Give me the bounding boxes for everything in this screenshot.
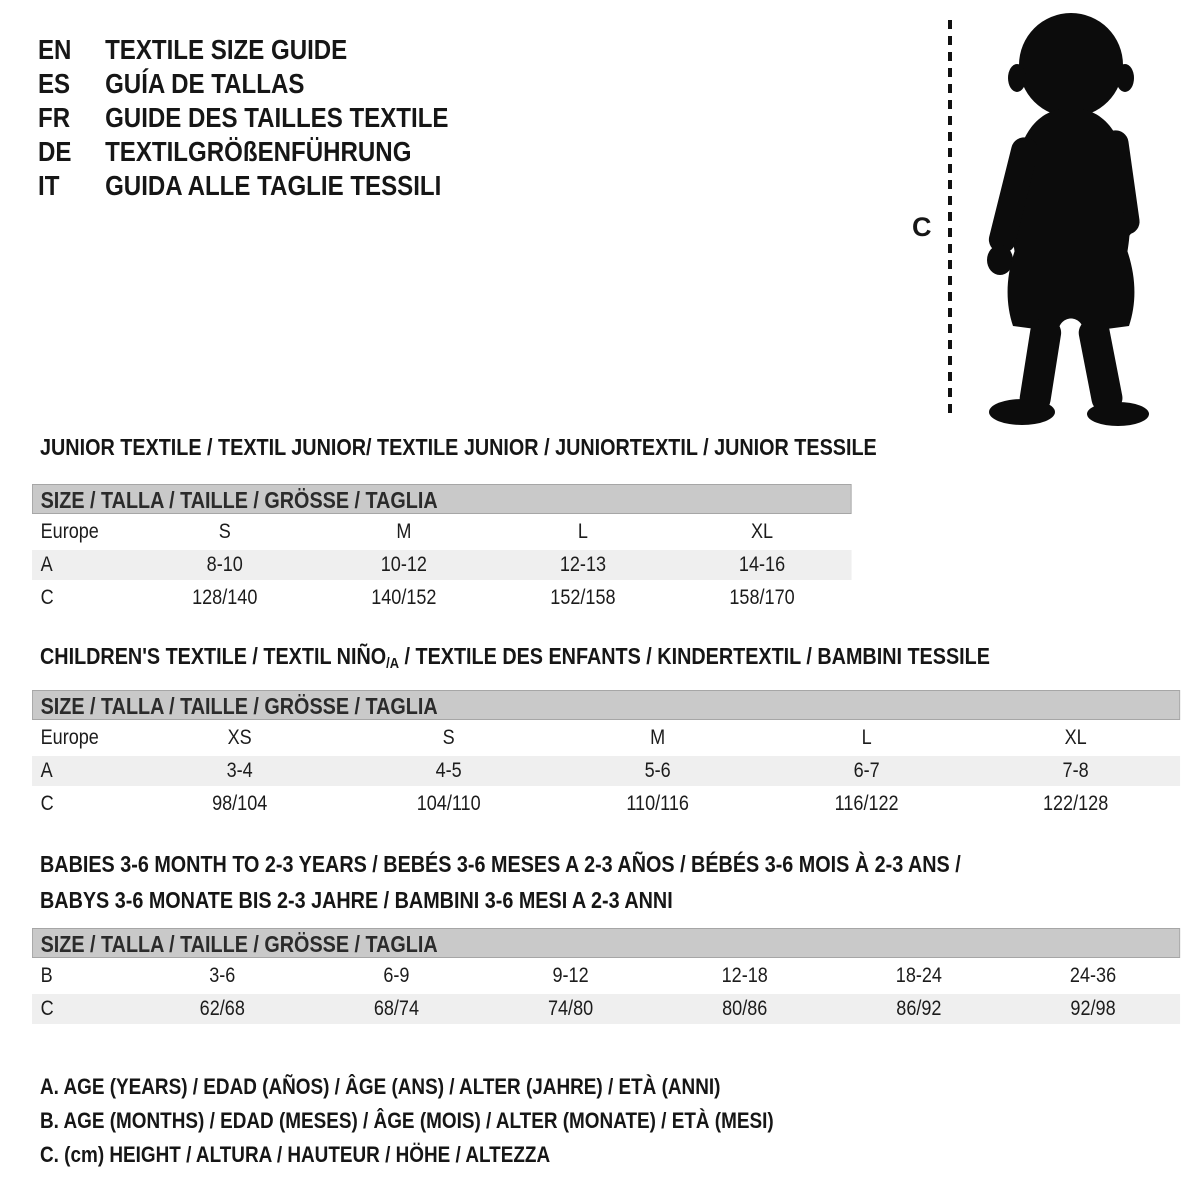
language-row: [38, 33, 448, 67]
height-cell: 152/158: [550, 586, 616, 609]
height-cell: 116/122: [834, 792, 899, 815]
row-label: B: [40, 964, 53, 987]
row-label: C: [40, 792, 54, 815]
table-row: [32, 789, 1180, 819]
language-row: [38, 135, 448, 169]
age-cell: 18-24: [895, 964, 942, 987]
language-code: EN: [38, 34, 72, 65]
guide-title: GUÍA DE TALLAS: [105, 68, 305, 99]
size-cell: XS: [227, 726, 252, 749]
table-row: [32, 994, 1180, 1024]
table-row: [32, 961, 1180, 991]
language-code: IT: [38, 170, 60, 201]
children-section-title: [40, 643, 990, 672]
height-cell: 74/80: [547, 997, 594, 1020]
height-cell: 68/74: [373, 997, 420, 1020]
children-title-subscript: /A: [386, 655, 400, 672]
babies-section-title: [40, 846, 961, 918]
row-label: Europe: [40, 520, 99, 543]
age-cell: 6-7: [853, 759, 880, 782]
size-cell: XL: [750, 520, 774, 543]
junior-size-table: [32, 484, 852, 613]
legend-line-a: A. AGE (YEARS) / EDAD (AÑOS) / ÂGE (ANS) / ALTER (JAHRE) / ETÀ (ANNI): [40, 1074, 721, 1099]
age-cell: 5-6: [644, 759, 671, 782]
height-cell: 86/92: [896, 997, 942, 1020]
age-cell: 12-13: [559, 553, 607, 576]
age-cell: 7-8: [1062, 759, 1089, 782]
size-cell: L: [861, 726, 872, 749]
children-size-table: [32, 690, 1180, 819]
row-label: C: [40, 586, 54, 609]
size-header-bar: SIZE / TALLA / TAILLE / GRÖSSE / TAGLIA: [32, 690, 1180, 720]
babies-title-line2: BABYS 3-6 MONATE BIS 2-3 JAHRE / BAMBINI 3-6 MESI A 2-3 ANNI: [40, 887, 673, 913]
height-cell: 92/98: [1070, 997, 1116, 1020]
guide-title: GUIDA ALLE TAGLIE TESSILI: [105, 170, 442, 201]
row-label: C: [40, 997, 54, 1020]
age-cell: 6-9: [383, 964, 410, 987]
height-measure-label: C: [912, 212, 932, 242]
size-header-bar: SIZE / TALLA / TAILLE / GRÖSSE / TAGLIA: [32, 484, 852, 514]
height-cell: 62/68: [199, 997, 245, 1020]
height-cell: 122/128: [1042, 792, 1109, 815]
junior-section-title: JUNIOR TEXTILE / TEXTIL JUNIOR/ TEXTILE JUNIOR / JUNIORTEXTIL / JUNIOR TESSILE: [40, 434, 877, 460]
children-title-prefix: CHILDREN'S TEXTILE / TEXTIL NIÑO: [40, 643, 387, 669]
row-label: A: [40, 553, 53, 576]
height-cell: 104/110: [416, 792, 481, 815]
age-cell: 10-12: [380, 553, 427, 576]
row-label: Europe: [40, 726, 99, 749]
age-cell: 4-5: [435, 759, 462, 782]
guide-title: TEXTILE SIZE GUIDE: [105, 34, 348, 65]
table-row: [32, 756, 1180, 786]
height-cell: 80/86: [722, 997, 768, 1020]
table-row: [32, 550, 852, 580]
language-code: FR: [38, 102, 71, 133]
language-code: DE: [38, 136, 72, 167]
age-cell: 24-36: [1069, 964, 1117, 987]
height-cell: 128/140: [192, 586, 258, 609]
age-cell: 12-18: [721, 964, 768, 987]
height-cell: 140/152: [371, 586, 437, 609]
table-row: [32, 583, 852, 613]
guide-title: TEXTILGRÖßENFÜHRUNG: [105, 136, 412, 167]
age-cell: 14-16: [738, 553, 786, 576]
toddler-silhouette: [986, 13, 1149, 426]
babies-title-line1: BABIES 3-6 MONTH TO 2-3 YEARS / BEBÉS 3-6 MESES A 2-3 AÑOS / BÉBÉS 3-6 MOIS À 2-3 ANS /: [40, 851, 961, 877]
children-title-suffix: / TEXTILE DES ENFANTS / KINDERTEXTIL / BAMBINI TESSILE: [399, 643, 990, 669]
table-row: [32, 517, 852, 547]
age-cell: 3-6: [209, 964, 236, 987]
legend-line-b: B. AGE (MONTHS) / EDAD (MESES) / ÂGE (MOIS) / ALTER (MONATE) / ETÀ (MESI): [40, 1108, 774, 1133]
language-row: [38, 169, 448, 203]
age-cell: 3-4: [226, 759, 253, 782]
row-label: A: [40, 759, 53, 782]
babies-size-table: [32, 928, 1180, 1024]
legend-line-c: C. (cm) HEIGHT / ALTURA / HAUTEUR / HÖHE / ALTEZZA: [40, 1142, 551, 1167]
size-cell: S: [218, 520, 231, 543]
language-row: [38, 101, 448, 135]
language-title-list: [38, 33, 448, 203]
size-cell: XL: [1064, 726, 1087, 749]
table-row: [32, 723, 1180, 753]
size-header-bar: SIZE / TALLA / TAILLE / GRÖSSE / TAGLIA: [32, 928, 1180, 958]
age-cell: 8-10: [206, 553, 243, 576]
language-row: [38, 67, 448, 101]
size-cell: L: [577, 520, 588, 543]
size-cell: M: [396, 520, 412, 543]
age-cell: 9-12: [552, 964, 589, 987]
language-code: ES: [38, 68, 71, 99]
size-cell: M: [650, 726, 666, 749]
measurement-legend: [40, 1070, 774, 1172]
size-cell: S: [442, 726, 455, 749]
height-cell: 98/104: [212, 792, 268, 815]
height-cell: 110/116: [626, 792, 689, 815]
guide-title: GUIDE DES TAILLES TEXTILE: [105, 102, 449, 133]
height-cell: 158/170: [729, 586, 795, 609]
toddler-silhouette-figure: [900, 8, 1180, 433]
